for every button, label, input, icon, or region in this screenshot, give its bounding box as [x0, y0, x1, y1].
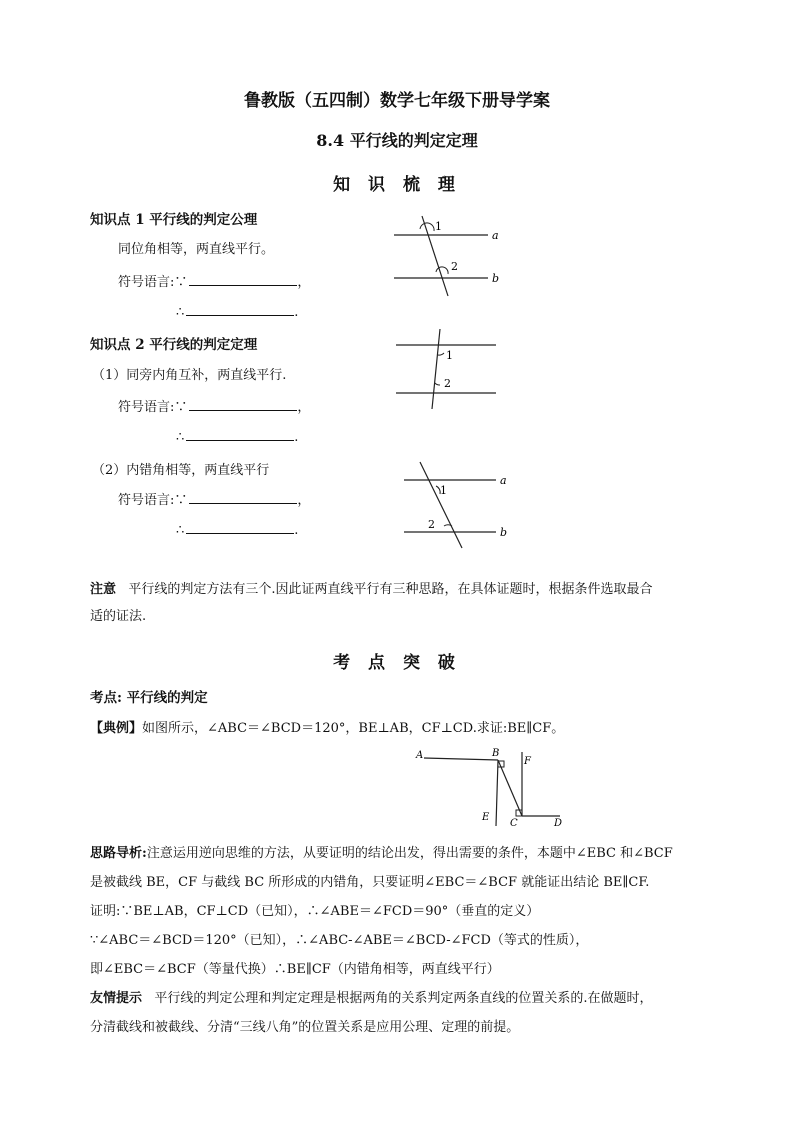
analysis-label: 思路导析: [90, 846, 147, 861]
angle-2-label: 2 [451, 260, 458, 273]
kp1-symbol-line1 [118, 271, 310, 290]
tip-line-1 [90, 984, 708, 1013]
example-label: 【典例】 [90, 721, 143, 736]
note-line-1 [90, 576, 708, 603]
kp1-heading: 知识点 1 平行线的判定公理 [90, 212, 258, 228]
period: . [294, 523, 299, 538]
topic-heading: 考点: 平行线的判定 [90, 690, 208, 706]
comma: ， [297, 275, 311, 290]
analysis-line-2: 是被截线 BE，CF 与截线 BC 所形成的内错角，只要证明∠EBC＝∠BCF 就能证出结论 BE∥CF. [90, 875, 650, 890]
point-D-label: D [554, 818, 563, 829]
figure-corresponding-angles [390, 212, 510, 300]
answer-blank[interactable] [189, 491, 297, 504]
line-b-label: b [492, 272, 500, 285]
period: . [294, 430, 299, 445]
point-B-label: B [492, 748, 500, 759]
kp1-statement: 同位角相等，两直线平行。 [118, 242, 275, 257]
point-C-label: C [510, 818, 518, 829]
kp1-symbol-line2 [176, 303, 298, 320]
tip-text: 平行线的判定公理和判定定理是根据两角的关系判定两条直线的位置关系的.在做题时， [154, 991, 653, 1006]
answer-blank[interactable] [189, 273, 297, 286]
symbol-label: 符号语言:∵ [118, 400, 188, 415]
section-title-exam-points: 考 点 突 破 [333, 653, 461, 673]
analysis-line-1 [90, 839, 708, 868]
line-a-label: a [492, 229, 499, 242]
answer-blank[interactable] [189, 398, 297, 411]
kp2-item2-symbol-line2 [176, 521, 298, 538]
therefore-symbol: ∴ [176, 430, 185, 445]
proof-line-1: 证明:∵BE⊥AB，CF⊥CD（已知），∴∠ABE＝∠FCD＝90°（垂直的定义） [90, 904, 540, 919]
therefore-symbol: ∴ [176, 523, 185, 538]
document-title: 鲁教版（五四制）数学七年级下册导学案 [244, 91, 550, 111]
comma: ， [297, 400, 311, 415]
section-title-knowledge: 知 识 梳 理 [333, 175, 461, 195]
point-E-label: E [482, 812, 490, 823]
example-text: 如图所示，∠ABC＝∠BCD＝120°，BE⊥AB，CF⊥CD.求证:BE∥CF。 [142, 721, 565, 736]
kp2-item2-symbol-line1 [118, 489, 310, 508]
analysis-text: 注意运用逆向思维的方法，从要证明的结论出发，得出需要的条件，本题中∠EBC 和∠BCF [146, 846, 673, 861]
note-label: 注意 [90, 582, 117, 597]
point-A-label: A [416, 750, 424, 761]
example-figure [412, 744, 572, 830]
period: . [294, 305, 299, 320]
answer-blank[interactable] [186, 521, 294, 534]
therefore-symbol: ∴ [176, 305, 185, 320]
note-text: 平行线的判定方法有三个.因此证两直线平行有三种思路，在具体证题时，根据条件选取最合 [128, 582, 653, 597]
figure-same-side-interior-angles [392, 325, 504, 413]
kp2-item1-symbol-line1 [118, 396, 310, 415]
kp2-item2: （2）内错角相等，两直线平行 [92, 463, 270, 478]
comma: ， [297, 493, 311, 508]
figure-alternate-interior-angles [400, 458, 520, 550]
proof-line-2: ∵∠ABC＝∠BCD＝120°（已知），∴∠ABC-∠ABE＝∠BCD-∠FCD（等式的性质）， [90, 933, 589, 948]
kp2-item1: （1）同旁内角互补，两直线平行. [92, 368, 287, 383]
point-F-label: F [524, 756, 531, 767]
answer-blank[interactable] [186, 303, 294, 316]
note-paragraph [90, 576, 708, 630]
angle-1-label: 1 [446, 349, 453, 362]
line-a-label: a [500, 474, 507, 487]
note-line-2: 适的证法. [90, 609, 147, 624]
lesson-title: 8.4 平行线的判定定理 [316, 131, 478, 150]
proof-line-3: 即∠EBC＝∠BCF（等量代换）∴BE∥CF（内错角相等，两直线平行） [90, 962, 500, 977]
line-b-label: b [500, 526, 508, 539]
tip-label: 友情提示 [90, 991, 143, 1006]
answer-blank[interactable] [186, 428, 294, 441]
example-line [90, 717, 710, 736]
kp2-item1-symbol-line2 [176, 428, 298, 445]
analysis-and-proof [90, 839, 708, 1042]
kp2-heading: 知识点 2 平行线的判定定理 [90, 337, 258, 353]
symbol-label: 符号语言:∵ [118, 493, 188, 508]
angle-2-label: 2 [428, 518, 435, 531]
tip-line-2: 分清截线和被截线、分清“三线八角”的位置关系是应用公理、定理的前提。 [90, 1020, 520, 1035]
angle-1-label: 1 [440, 484, 447, 497]
symbol-label: 符号语言:∵ [118, 275, 188, 290]
angle-2-label: 2 [444, 377, 451, 390]
angle-1-label: 1 [435, 220, 442, 233]
